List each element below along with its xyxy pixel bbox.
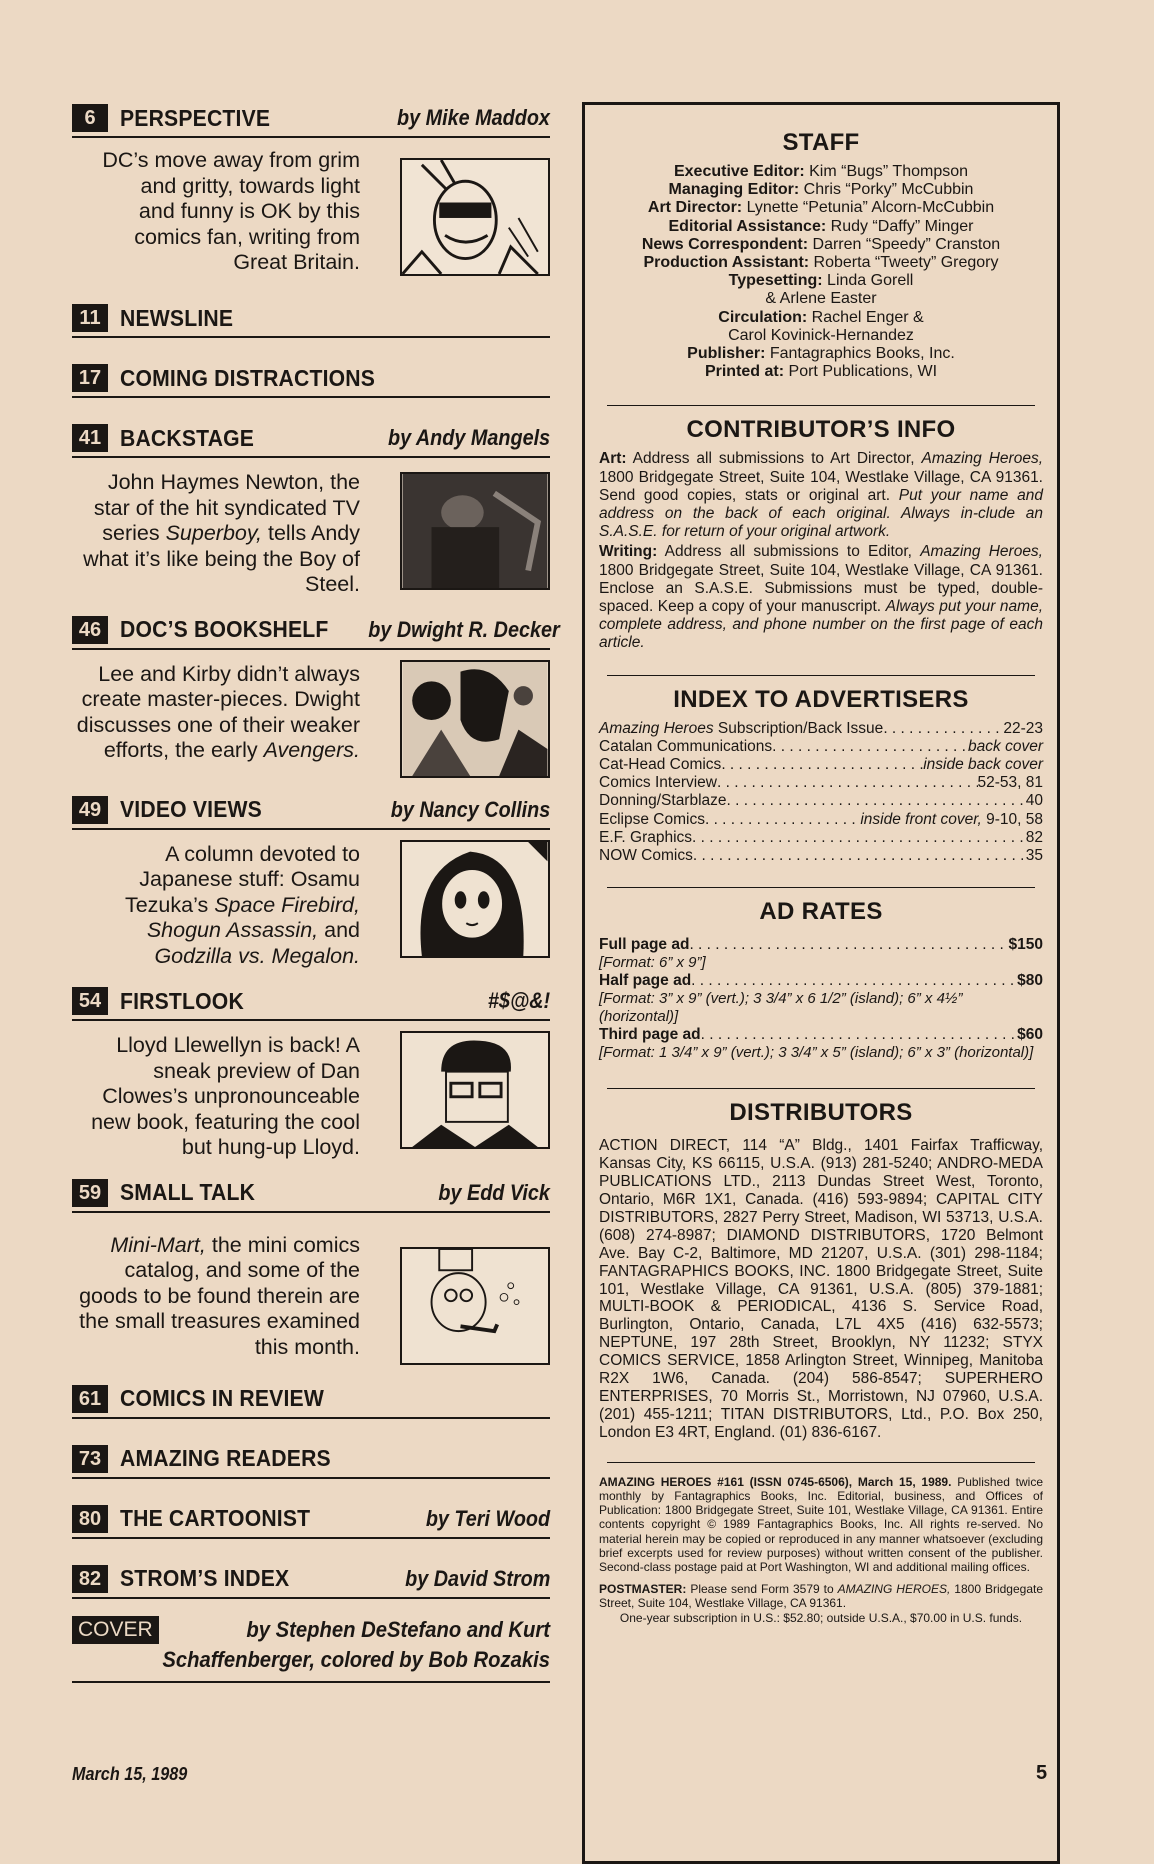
toc-entry-coming-distractions[interactable] xyxy=(72,360,550,398)
ad-rates-section xyxy=(599,898,1043,1062)
illustration-thumbnail xyxy=(400,158,550,276)
staff-line: Editorial Assistance: Rudy “Daffy” Minger xyxy=(668,217,974,235)
toc-entry-video-views[interactable] xyxy=(72,792,550,970)
distributors-list: ACTION DIRECT, 114 “A” Bldg., 1401 Fairfax Trafficway, Kansas City, KS 66115, U.S.A. (913) 281-5240; ANDRO-MEDA PUBLICATIONS LTD., 2113 Dundas Street West, Toronto, Ontario, M6R 1X1, Canada. (416) 593-9894; CAPITAL CITY DISTRIBUTORS, 2827 Perry Street, Madison, WI 53713, U.S.A. (608) 274-8987; DIAMOND DISTRIBUTORS, 1720 Belmont Ave. Bay C-2, Baltimore, MD 21207, U.S.A. (301) 298-1184; FANTAGRAPHICS BOOKS, INC. 1800 Bridgegate Street, Suite 101, Westlake Village, CA 91361, U.S.A. (805) 379-1881; MULTI-BOOK & PERIODICAL, 4136 S. Service Road, Burlington, Ontario, Canada, L7L 4X5 (416) 632-5573; NEPTUNE, 197 28th Street, Brooklyn, NY 11232; STYX COMICS SERVICE, 1858 Arlington Street, Winnipeg, Manitoba R2X 1W6, Canada. (204) 586-8547; SUPERHERO ENTERPRISES, 70 Morris St., Morristown, NJ 07960, U.S.A. (201) 455-1211; TITAN DISTRIBUTORS, Ltd., P.O. Box 250, London E3 4RT, England. (01) 836-6167. xyxy=(599,1137,1043,1441)
byline: by Nancy Collins xyxy=(390,796,550,822)
toc-entry-stroms-index[interactable] xyxy=(72,1561,550,1599)
entry-blurb: Lloyd Llewellyn is back! A sneak preview of Dan Clowes’s unpronounceable new book, featuring the cool but hung-up Lloyd. xyxy=(91,1033,360,1159)
entry-header xyxy=(72,792,550,830)
ad-rate-row: Full page ad . . . $150 xyxy=(599,936,1043,954)
ad-format: [Format: 1 3/4” x 9” (vert.); 3 3/4” x 5” (island); 6” x 3” (horizontal)] xyxy=(599,1044,1034,1062)
byline: by Teri Wood xyxy=(425,1505,550,1531)
entry-header xyxy=(72,1175,550,1213)
entry-header xyxy=(72,612,560,650)
page-number: 61 xyxy=(72,1385,108,1413)
entry-title: BACKSTAGE xyxy=(120,424,255,451)
page-number: 54 xyxy=(72,987,108,1015)
entry-blurb: Mini-Mart, the mini comics catalog, and some of the goods to be found therein are the small treasures examined this month. xyxy=(79,1232,360,1359)
entry-blurb xyxy=(72,148,360,276)
divider xyxy=(607,405,1035,406)
byline: by Edd Vick xyxy=(438,1179,550,1205)
postmaster-notice: POSTMASTER: Please send Form 3579 to AMAZING HEROES, 1800 Bridgegate Street, Suite 104, Westlake Village, CA 91361. xyxy=(599,1582,1044,1611)
toc-entry-newsline[interactable] xyxy=(72,300,550,338)
entry-header xyxy=(72,1381,550,1419)
staff-line: News Correspondent: Darren “Speedy” Cranston xyxy=(641,235,1001,253)
entry-header xyxy=(72,360,550,398)
toc-entry-firstlook[interactable] xyxy=(72,983,550,1161)
page-number: 49 xyxy=(72,796,108,824)
advertiser-row: E.F. Graphics . . . 82 xyxy=(599,829,1043,847)
blurb-line: and funny is OK by this xyxy=(138,199,360,223)
page-number: 80 xyxy=(72,1505,108,1533)
entry-title: SMALL TALK xyxy=(120,1179,256,1205)
toc-entry-comics-in-review[interactable] xyxy=(72,1381,550,1419)
blurb-line: comics fan, writing from xyxy=(134,224,360,249)
toc-entry-small-talk[interactable] xyxy=(72,1175,550,1365)
entry-title: STROM’S INDEX xyxy=(120,1565,290,1591)
distributors-section xyxy=(599,1099,1043,1441)
staff-line: & Arlene Easter xyxy=(765,290,877,308)
staff-line: Circulation: Rachel Enger & xyxy=(718,308,924,326)
page-number: 82 xyxy=(72,1565,108,1593)
subscription-rates: One-year subscription in U.S.: $52.80; outside U.S.A., $70.00 in U.S. funds. xyxy=(619,1610,1023,1625)
photo-thumbnail xyxy=(400,472,550,590)
ad-format: [Format: 3” x 9” (vert.); 3 3/4” x 6 1/2” (island); 6” x 4½” (horizontal)] xyxy=(599,990,963,1026)
anime-thumbnail xyxy=(400,840,550,958)
staff-line: Carol Kovinick-Hernandez xyxy=(728,326,914,344)
ad-rate-row: Half page ad . . . $80 xyxy=(599,972,1043,990)
advertisers-section xyxy=(599,686,1043,866)
masked-hero-icon xyxy=(402,160,548,274)
entry-header xyxy=(72,983,550,1021)
blurb-line: and gritty, towards light xyxy=(140,173,360,198)
divider xyxy=(607,675,1035,676)
staff-line: Publisher: Fantagraphics Books, Inc. xyxy=(687,345,955,363)
publication-statement: AMAZING HEROES #161 (ISSN 0745-6506), March 15, 1989. Published twice monthly by Fantagraphics Books, Inc. Editorial, business, and Offices of Publication: 1800 Bridgegate Street, Suite 101, Westlake Village, CA 91361. Entire contents copyright © 1989 Fantagraphics Books, Inc. All rights re-served. No material herein may be copied or reproduced in any manner whatsoever (excluding brief excerpts used for review purposes) without written consent of the publisher. Second-class postage paid at Port Washington, WI and additional mailing offices. xyxy=(599,1474,1043,1574)
toc-entry-amazing-readers[interactable] xyxy=(72,1441,550,1479)
byline: by Andy Mangels xyxy=(387,425,550,450)
entry-title: NEWSLINE xyxy=(120,304,234,331)
page-number: 59 xyxy=(72,1179,108,1207)
cartoon-thumbnail xyxy=(400,1247,550,1365)
entry-header xyxy=(72,100,550,138)
folio-page-number: 5 xyxy=(1036,1762,1048,1784)
tv-still-icon xyxy=(402,474,548,588)
entry-blurb: A column devoted to Japanese stuff: Osamu Tezuka’s Space Firebird, Shogun Assassin, and Godzilla vs. Megalon. xyxy=(124,841,360,968)
entry-header xyxy=(72,1441,550,1479)
toc-entry-backstage[interactable] xyxy=(72,420,550,598)
masthead-box xyxy=(582,102,1060,1864)
entry-title: PERSPECTIVE xyxy=(120,104,271,131)
entry-title: VIDEO VIEWS xyxy=(120,796,262,822)
cover-credit-line-2: Schaffenberger, colored by Bob Rozakis xyxy=(162,1646,550,1672)
section-title: CONTRIBUTOR’S INFO xyxy=(686,416,956,444)
advertiser-row: Cat-Head Comics . . . inside back cover xyxy=(599,756,1043,774)
entry-title: THE CARTOONIST xyxy=(120,1505,311,1531)
publication-info xyxy=(599,1475,1043,1625)
section-title: INDEX TO ADVERTISERS xyxy=(673,685,969,713)
page-number: 41 xyxy=(72,424,108,452)
staff-line: Art Director: Lynette “Petunia” Alcorn-McCubbin xyxy=(647,199,995,217)
entry-title: AMAZING READERS xyxy=(120,1445,331,1471)
art-submission-info: Art: Address all submissions to Art Director, Amazing Heroes, 1800 Bridgegate Street, Suite 104, Westlake Village, CA 91361. Send good copies, stats or original art. Put your name and address on the back of each original. Always in-clude an S.A.S.E. for return of your original artwork. xyxy=(599,450,1043,541)
page-number: 46 xyxy=(72,616,108,644)
toc-entry-docs-bookshelf[interactable] xyxy=(72,612,560,778)
advertiser-row: Donning/Starblaze . . . 40 xyxy=(599,792,1043,810)
cover-credit-block xyxy=(72,1615,550,1683)
writing-submission-info: Writing: Address all submissions to Editor, Amazing Heroes, 1800 Bridgegate Street, Suite 104, Westlake Village, CA 91361. Enclose an S.A.S.E. Submissions must be typed, double-spaced. Keep a copy of your manuscript. Always put your name, complete address, and phone number on the first page of each article. xyxy=(599,543,1044,652)
entry-header xyxy=(72,420,550,458)
toc-entry-the-cartoonist[interactable] xyxy=(72,1501,550,1539)
lloyd-llewellyn-icon xyxy=(402,1033,548,1147)
entry-header xyxy=(72,300,550,338)
avengers-art-icon xyxy=(402,662,548,776)
divider xyxy=(607,887,1035,888)
fez-character-icon xyxy=(402,1249,548,1363)
entry-header xyxy=(72,1501,550,1539)
blurb-line: DC’s move away from grim xyxy=(102,148,360,172)
section-title: DISTRIBUTORS xyxy=(729,1099,913,1127)
ad-rate-row: Third page ad . . . $60 xyxy=(599,1026,1043,1044)
entry-title: COMING DISTRACTIONS xyxy=(120,364,376,391)
entry-title: DOC’S BOOKSHELF xyxy=(120,616,329,642)
cover-credit-line-1: by Stephen DeStefano and Kurt xyxy=(246,1616,550,1642)
advertiser-row: Comics Interview . . . 52-53, 81 xyxy=(599,774,1043,792)
staff-line: Managing Editor: Chris “Porky” McCubbin xyxy=(668,181,974,199)
advertiser-row: NOW Comics . . . 35 xyxy=(599,847,1043,865)
entry-blurb: Lee and Kirby didn’t always create master-pieces. Dwight discusses one of their weaker efforts, the early Avengers. xyxy=(76,661,360,762)
page-number: 11 xyxy=(72,304,108,332)
lloyd-thumbnail xyxy=(400,1031,550,1149)
staff-section xyxy=(599,129,1043,381)
entry-title: FIRSTLOOK xyxy=(120,987,244,1014)
entry-blurb: John Haymes Newton, the star of the hit syndicated TV series Superboy, tells Andy what it’s like being the Boy of Steel. xyxy=(83,470,360,596)
comic-art-thumbnail xyxy=(400,660,550,778)
page-number: 17 xyxy=(72,364,108,392)
toc-entry-perspective[interactable] xyxy=(72,100,550,276)
entry-title: COMICS IN REVIEW xyxy=(120,1385,324,1411)
page-number: 73 xyxy=(72,1445,108,1473)
section-title: STAFF xyxy=(782,129,860,156)
byline: by Mike Maddox xyxy=(397,105,550,130)
staff-line: Production Assistant: Roberta “Tweety” Gregory xyxy=(643,254,999,272)
advertiser-row: Catalan Communications . . . back cover xyxy=(599,738,1043,756)
staff-line: Executive Editor: Kim “Bugs” Thompson xyxy=(673,163,969,180)
table-of-contents xyxy=(72,100,560,1683)
byline: by Dwight R. Decker xyxy=(367,616,560,642)
divider xyxy=(607,1462,1035,1463)
byline: #$@&! xyxy=(487,988,550,1013)
staff-line: Printed at: Port Publications, WI xyxy=(704,363,938,381)
anime-girl-icon xyxy=(402,842,548,956)
staff-list xyxy=(599,163,1043,381)
ad-format: [Format: 6” x 9”] xyxy=(599,954,706,972)
cover-tag: COVER xyxy=(72,1616,159,1644)
page-number: 6 xyxy=(72,104,108,132)
divider xyxy=(607,1088,1035,1089)
issue-date: March 15, 1989 xyxy=(72,1764,188,1784)
advertiser-row: Eclipse Comics . . . inside front cover, 9-10, 58 xyxy=(599,811,1043,829)
entry-header xyxy=(72,1561,550,1599)
byline: by David Strom xyxy=(404,1565,550,1591)
contributors-section xyxy=(599,416,1043,652)
blurb-line: Great Britain. xyxy=(233,250,360,274)
advertiser-row: Amazing Heroes Subscription/Back Issue . . . 22-23 xyxy=(599,720,1043,738)
section-title: AD RATES xyxy=(759,898,883,926)
staff-line: Typesetting: Linda Gorell xyxy=(728,272,914,290)
